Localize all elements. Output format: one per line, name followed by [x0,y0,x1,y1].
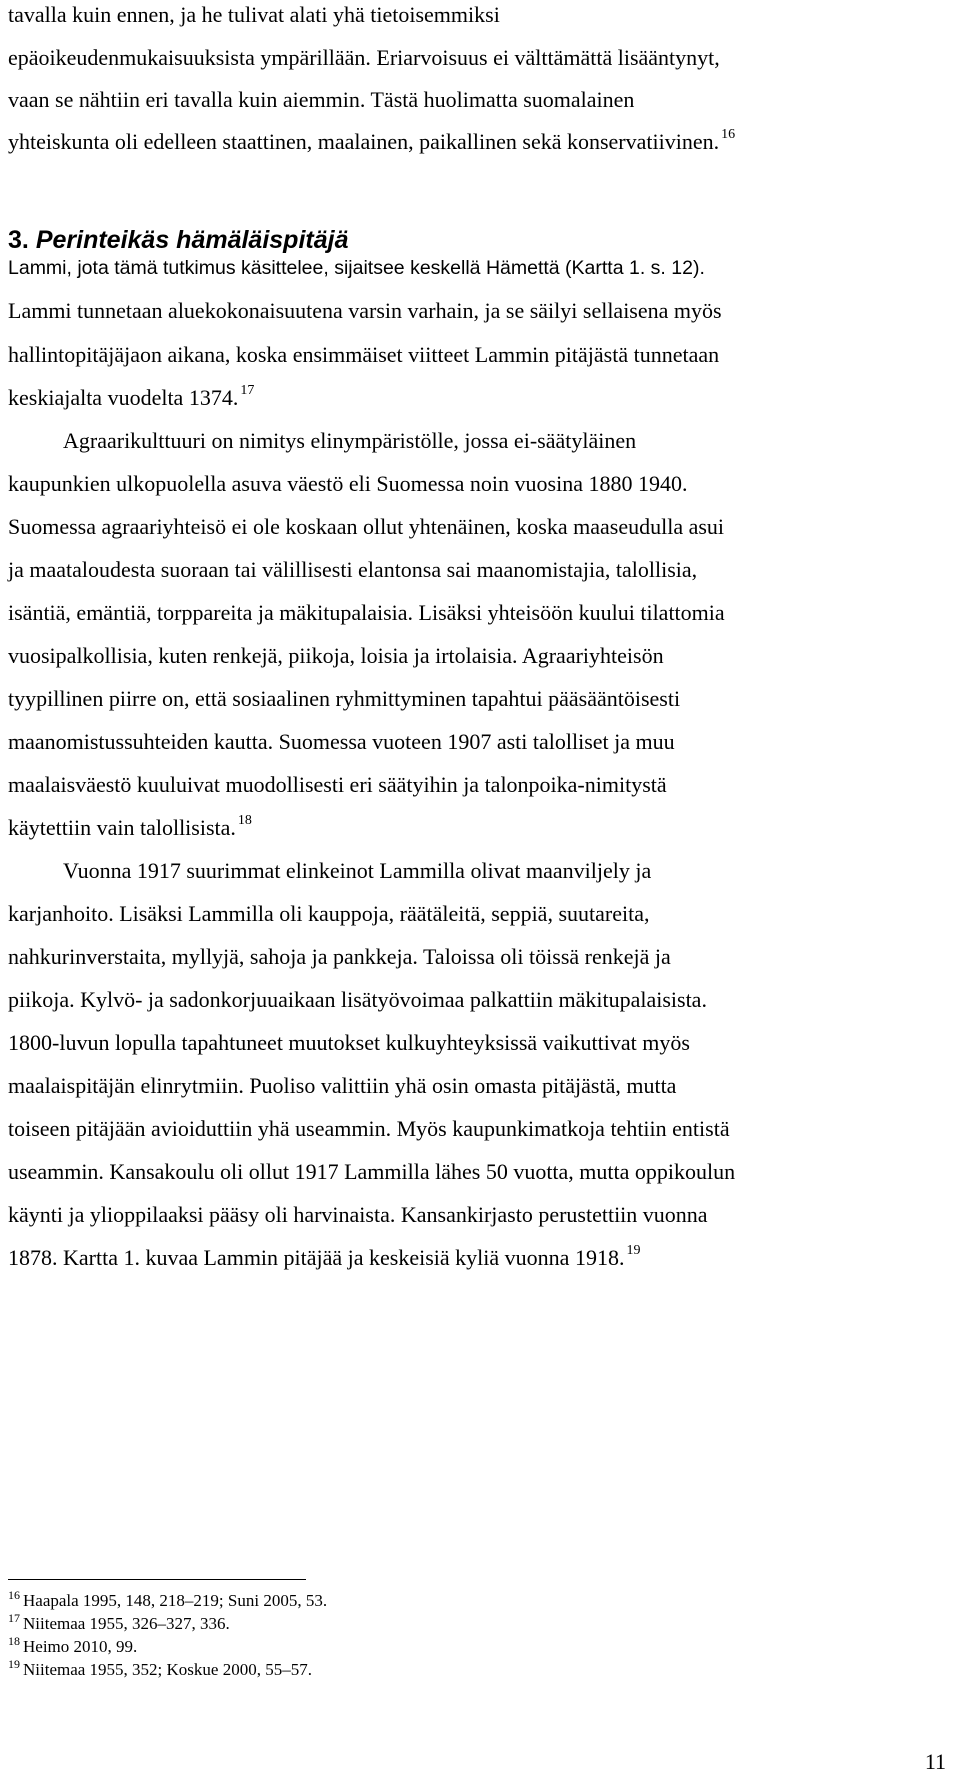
footnote-number: 17 [8,1611,20,1625]
body-text-line: piikoja. Kylvö- ja sadonkorjuuaikaan lisätyövoimaa palkattiin mäkitupalaisista. [8,987,707,1012]
body-text-line: 1800-luvun lopulla tapahtuneet muutokset kulkuyhteyksissä vaikuttivat myös [8,1030,690,1055]
body-text-line: hallintopitäjäjaon aikana, koska ensimmäiset viitteet Lammin pitäjästä tunnetaan [8,342,720,367]
section-number: 3. [8,226,29,254]
footnote [8,1659,312,1682]
body-text-line: isäntiä, emäntiä, torppareita ja mäkitupalaisia. Lisäksi yhteisöön kuului tilattomia [8,600,725,625]
body-text-line: Suomessa agraariyhteisö ei ole koskaan ollut yhtenäinen, koska maaseudulla asui [8,514,725,539]
footnote-reference[interactable]: 19 [626,1243,641,1258]
footnote [8,1590,327,1613]
footnote [8,1613,230,1636]
body-text: käytettiin vain talollisista. [8,815,236,840]
body-text-line: vaan se nähtiin eri tavalla kuin aiemmin. Tästä huolimatta suomalainen [8,87,635,112]
body-text-line: tavalla kuin ennen, ja he tulivat alati yhä tietoisemmiksi [8,2,500,27]
section-heading [8,224,348,256]
body-text: keskiajalta vuodelta 1374. [8,385,239,410]
page-number: 11 [924,1749,946,1774]
footnote-separator [8,1579,306,1580]
body-text-line: Vuonna 1917 suurimmat elinkeinot Lammilla olivat maanviljely ja [63,858,652,883]
body-text-line: toiseen pitäjään avioiduttiin yhä useammin. Myös kaupunkimatkoja tehtiin entistä [8,1116,730,1141]
footnote-number: 16 [8,1588,20,1602]
body-text-line [8,1243,640,1277]
footnote-number: 19 [8,1657,20,1671]
footnote-text: Niitemaa 1955, 352; Koskue 2000, 55–57. [23,1660,312,1679]
body-text-line: useammin. Kansakoulu oli ollut 1917 Lammilla lähes 50 vuotta, mutta oppikoulun [8,1159,736,1184]
body-text-line: ja maataloudesta suoraan tai välillisesti elantonsa sai maanomistajia, talollisia, [8,557,698,582]
body-text-line [8,813,252,847]
section-title: Perinteikäs hämäläispitäjä [35,226,349,254]
body-text-line: maanomistussuhteiden kautta. Suomessa vuoteen 1907 asti talolliset ja muu [8,729,675,754]
body-text: 1878. Kartta 1. kuvaa Lammin pitäjää ja keskeisiä kyliä vuonna 1918. [8,1245,625,1270]
footnote-text: Heimo 2010, 99. [23,1637,138,1656]
body-text-line: Agraarikulttuuri on nimitys elinympäristölle, jossa ei-säätyläinen [63,428,637,453]
body-text-line: Lammi tunnetaan aluekokonaisuutena varsin varhain, ja se säilyi sellaisena myös [8,298,722,323]
body-text-line: vuosipalkollisia, kuten renkejä, piikoja, loisia ja irtolaisia. Agraariyhteisön [8,643,664,668]
body-text-line: tyypillinen piirre on, että sosiaalinen ryhmittyminen tapahtui pääsääntöisesti [8,686,681,711]
body-text-line: epäoikeudenmukaisuuksista ympärillään. Eriarvoisuus ei välttämättä lisääntynyt, [8,45,720,70]
body-text-line: nahkurinverstaita, myllyjä, sahoja ja pankkeja. Taloissa oli töissä renkejä ja [8,944,671,969]
footnote-reference[interactable]: 16 [721,127,736,142]
body-text-line [8,383,254,417]
section-intro-line: Lammi, jota tämä tutkimus käsittelee, sijaitsee keskellä Hämettä (Kartta 1. s. 12). [8,257,705,279]
footnote-number: 18 [8,1634,20,1648]
footnote-reference[interactable]: 18 [237,813,252,828]
footnote [8,1636,137,1659]
body-text-line: maalaispitäjän elinrytmiin. Puoliso valittiin yhä osin omasta pitäjästä, mutta [8,1073,677,1098]
footnote-reference[interactable]: 17 [240,383,255,398]
body-text-line: käynti ja ylioppilaaksi pääsy oli harvinaista. Kansankirjasto perustettiin vuonna [8,1202,708,1227]
body-text-line: kaupunkien ulkopuolella asuva väestö eli Suomessa noin vuosina 1880 1940. [8,471,688,496]
footnote-text: Niitemaa 1955, 326–327, 336. [23,1614,230,1633]
body-text: yhteiskunta oli edelleen staattinen, maalainen, paikallinen sekä konservatiivinen. [8,129,720,154]
footnote-text: Haapala 1995, 148, 218–219; Suni 2005, 53. [23,1591,328,1610]
body-text-line: maalaisväestö kuuluivat muodollisesti eri säätyihin ja talonpoika-nimitystä [8,772,667,797]
body-text-line [8,127,735,161]
body-text-line: karjanhoito. Lisäksi Lammilla oli kauppoja, räätäleitä, seppiä, suutareita, [8,901,650,926]
